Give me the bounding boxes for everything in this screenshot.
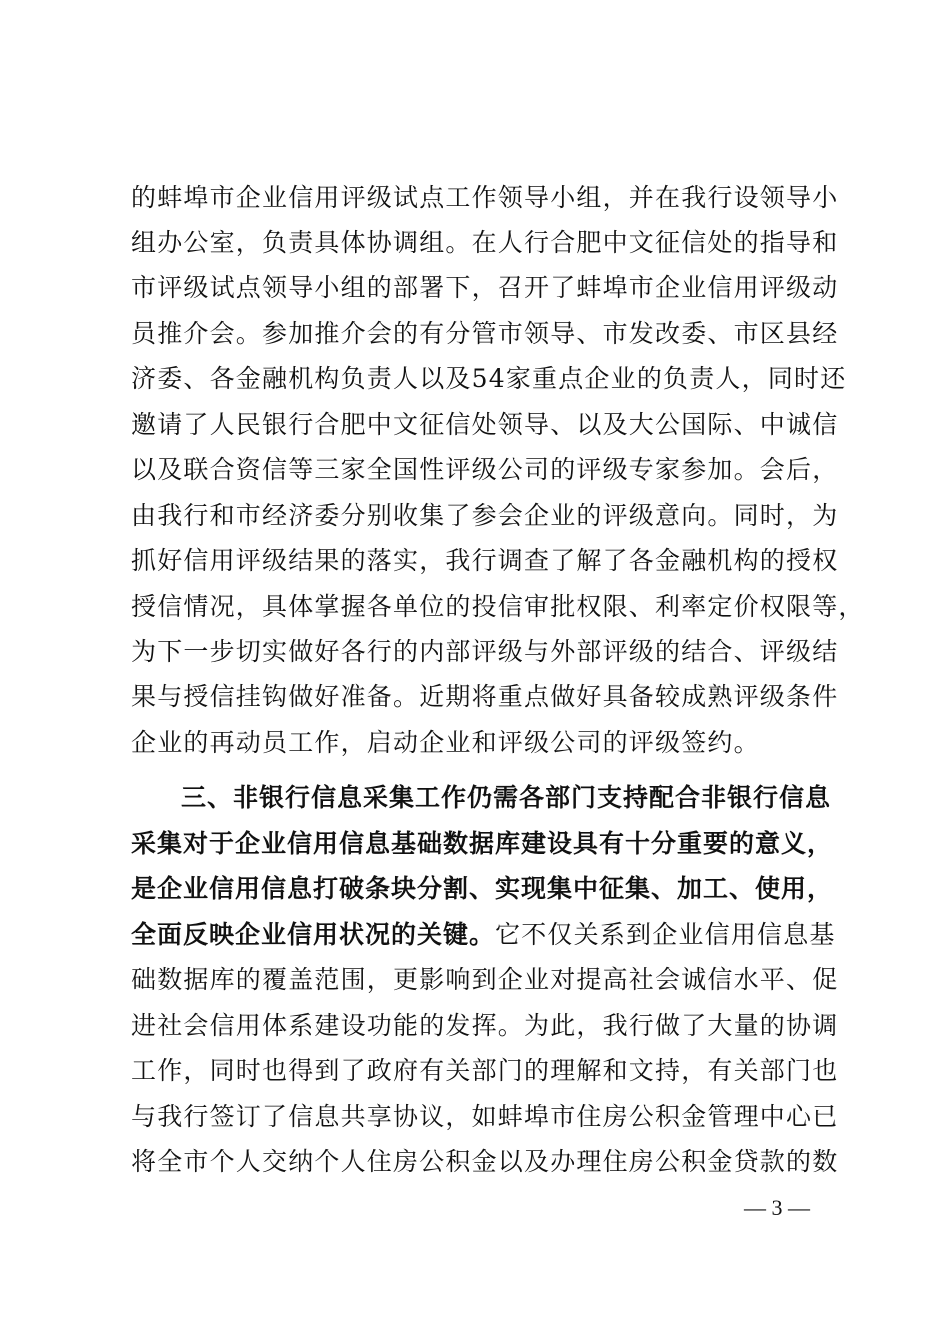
mixed-line <box>131 920 836 950</box>
page-number: — 3 — <box>744 1195 810 1220</box>
section-heading-line: 三、非银行信息采集工作仍需各部门支持配合非银行信息 <box>181 783 832 812</box>
paragraph-line: 进社会信用体系建设功能的发挥。为此，我行做了大量的协调 <box>131 1011 839 1040</box>
paragraph-line: 员推介会。参加推介会的有分管市领导、市发改委、市区县经 <box>131 319 839 348</box>
section-heading-line: 是企业信用信息打破条块分割、实现集中征集、加工、使用， <box>131 874 834 903</box>
paragraph-line: 础数据库的覆盖范围，更影响到企业对提高社会诚信水平、促 <box>131 965 839 994</box>
paragraph-line: 的蚌埠市企业信用评级试点工作领导小组，并在我行设领导小 <box>131 183 839 212</box>
normal-phrase: 它不仅关系到企业信用信息基 <box>495 920 836 949</box>
paragraph-line: 组办公室，负责具体协调组。在人行合肥中文征信处的指导和 <box>131 228 839 257</box>
bold-phrase: 全面反映企业信用状况的关键。 <box>131 920 496 949</box>
paragraph-line: 企业的再动员工作，启动企业和评级公司的评级签约。 <box>131 728 760 757</box>
paragraph-line: 与我行签订了信息共享协议，如蚌埠市住房公积金管理中心已 <box>131 1102 839 1131</box>
paragraph-line: 授信情况，具体掌握各单位的投信审批权限、利率定价权限等， <box>131 592 865 621</box>
section-heading-line: 采集对于企业信用信息基础数据库建设具有十分重要的意义， <box>131 829 834 858</box>
paragraph-line: 抓好信用评级结果的落实，我行调查了解了各金融机构的授权 <box>131 546 839 575</box>
paragraph-line: 为下一步切实做好各行的内部评级与外部评级的结合、评级结 <box>131 637 839 666</box>
paragraph-line: 由我行和市经济委分别收集了参会企业的评级意向。同时，为 <box>131 501 839 530</box>
paragraph-line: 将全市个人交纳个人住房公积金以及办理住房公积金贷款的数 <box>131 1147 839 1176</box>
paragraph-line: 邀请了人民银行合肥中文征信处领导、以及大公国际、中诚信 <box>131 410 839 439</box>
paragraph-line: 工作，同时也得到了政府有关部门的理解和文持，有关部门也 <box>131 1056 839 1085</box>
paragraph-line: 济委、各金融机构负责人以及54家重点企业的负责人，同时还 <box>131 364 847 393</box>
paragraph-line: 市评级试点领导小组的部署下，召开了蚌埠市企业信用评级动 <box>131 273 839 302</box>
paragraph-line: 果与授信挂钩做好准备。近期将重点做好具备较成熟评级条件 <box>131 682 839 711</box>
paragraph-line: 以及联合资信等三家全国性评级公司的评级专家参加。会后， <box>131 455 839 484</box>
